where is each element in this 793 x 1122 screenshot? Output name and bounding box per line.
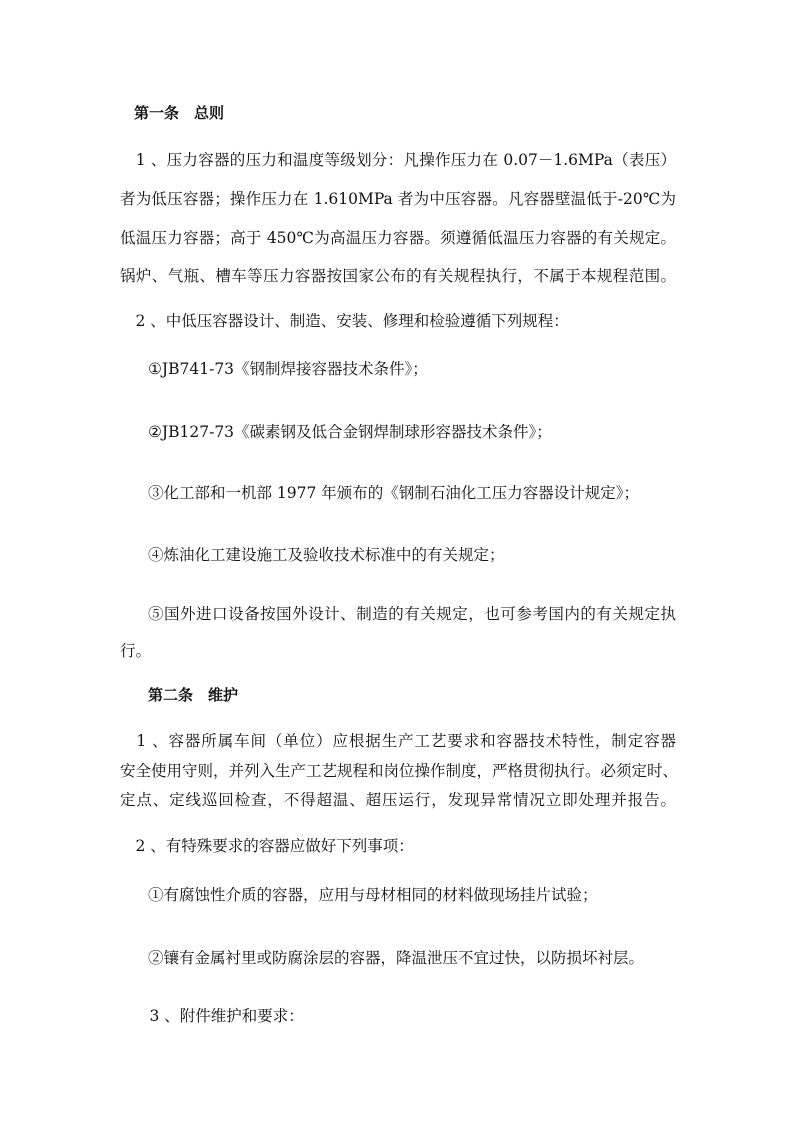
article-2-para-1-line-3: 定点、定线巡回检查，不得超温、超压运行，发现异常情况立即处理并报告。: [120, 791, 676, 809]
article-2-para-2: 2 、有特殊要求的容器应做好下列事项：: [120, 837, 414, 855]
article-2-para-1-line-1: 1 、容器所属车间（单位）应根据生产工艺要求和容器技术特性，制定容器: [120, 732, 676, 750]
article-2-heading: 第二条 维护: [148, 686, 239, 704]
article-1-para-2: 2 、中低压容器设计、制造、安装、修理和检验遵循下列规程：: [120, 312, 569, 330]
article-2-para-3: 3 、附件维护和要求：: [134, 1007, 304, 1025]
article-1-item-5-continued: 行。: [120, 642, 152, 660]
article-1-heading: 第一条 总则: [134, 104, 225, 122]
article-1-item-5: ⑤国外进口设备按国外设计、制造的有关规定，也可参考国内的有关规定执: [148, 605, 676, 623]
article-1-item-1: ①JB741-73《钢制焊接容器技术条件》；: [148, 360, 428, 378]
article-1-para-1-line-4: 锅炉、气瓶、槽车等压力容器按国家公布的有关规程执行，不属于本规程范围。: [120, 267, 676, 285]
article-1-para-1-line-1: 1 、压力容器的压力和温度等级划分：凡操作压力在 0.07－1.6MPa（表压）: [120, 151, 676, 169]
article-1-para-1-line-2: 者为低压容器；操作压力在 1.610MPa 者为中压容器。凡容器壁温低于-20℃为: [120, 190, 676, 208]
article-2-para-1-line-2: 安全使用守则，并列入生产工艺规程和岗位操作制度，严格贯彻执行。必须定时、: [120, 762, 679, 780]
article-1-item-3: ③化工部和一机部 1977 年颁布的《钢制石油化工压力容器设计规定》；: [148, 484, 640, 502]
article-2-item-1: ①有腐蚀性介质的容器，应用与母材相同的材料做现场挂片试验；: [148, 886, 598, 904]
article-1-item-4: ④炼油化工建设施工及验收技术标准中的有关规定；: [148, 546, 505, 564]
article-1-item-2: ②JB127-73《碳素钢及低合金钢焊制球形容器技术条件》；: [148, 423, 552, 441]
article-1-para-1-line-3: 低温压力容器；高于 450℃为高温压力容器。须遵循低温压力容器的有关规定。: [120, 229, 676, 247]
article-2-item-2: ②镶有金属衬里或防腐涂层的容器，降温泄压不宜过快，以防损坏衬层。: [148, 949, 645, 967]
